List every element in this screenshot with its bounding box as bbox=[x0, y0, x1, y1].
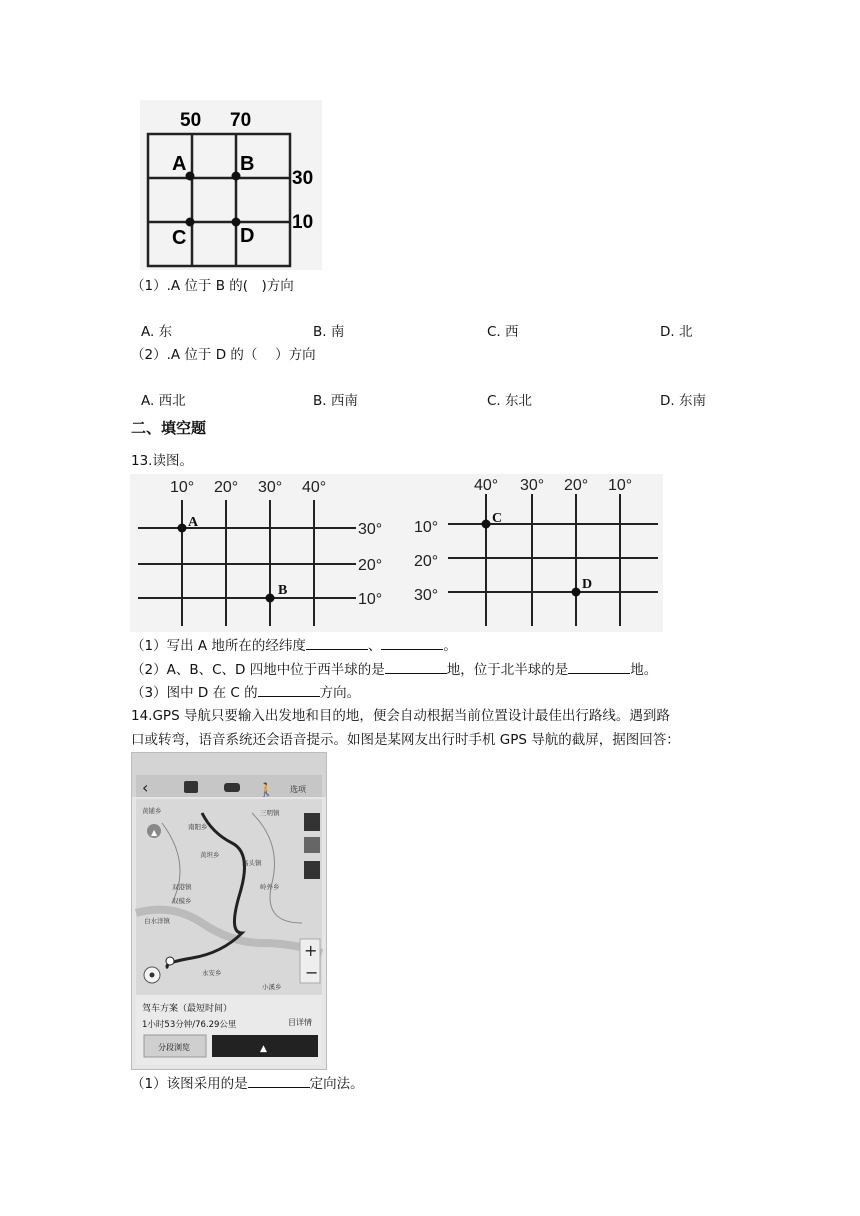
map-place-label: 高头镇 bbox=[242, 859, 262, 867]
subquestion-2 bbox=[131, 661, 657, 679]
grid-right-label: 30 bbox=[292, 168, 314, 189]
map-place-label: 白水洋镇 bbox=[144, 917, 170, 925]
answer-blank[interactable] bbox=[568, 661, 630, 674]
point-c-dot bbox=[482, 520, 491, 529]
zoom-out-icon: − bbox=[305, 963, 319, 982]
question-stem: （2）.A 位于 D 的（ ）方向 bbox=[131, 347, 316, 363]
question-text: 地。 bbox=[630, 662, 658, 678]
map-place-label: 小溪乡 bbox=[262, 983, 282, 991]
map-place-label: 三明镇 bbox=[260, 809, 280, 817]
question-text: （1）该图采用的是 bbox=[131, 1076, 248, 1092]
segment-browse-label: 分段浏览 bbox=[158, 1043, 190, 1052]
grid-top-label: 50 bbox=[180, 110, 202, 131]
point-d-label: D bbox=[582, 577, 593, 592]
latitude-label: 10° bbox=[358, 591, 383, 608]
latitude-label: 30° bbox=[358, 521, 383, 538]
longitude-label: 10° bbox=[608, 477, 633, 494]
longitude-label: 40° bbox=[302, 479, 327, 496]
car-icon bbox=[224, 783, 240, 792]
map-place-label: 双模乡 bbox=[172, 897, 192, 905]
map-place-label: 永安乡 bbox=[202, 969, 222, 977]
option-c[interactable]: C. 西 bbox=[487, 324, 519, 340]
separator: 、 bbox=[367, 638, 382, 654]
longitude-label: 20° bbox=[214, 479, 239, 496]
point-d-dot bbox=[572, 588, 581, 597]
grid-top-label: 70 bbox=[230, 110, 252, 131]
map-place-label: 双港镇 bbox=[172, 883, 192, 891]
option-a[interactable]: A. 东 bbox=[141, 324, 173, 340]
option-d[interactable]: D. 东南 bbox=[660, 393, 706, 409]
question-text: （3）图中 D 在 C 的 bbox=[131, 685, 258, 701]
point-c-dot bbox=[186, 218, 195, 227]
question-text: （2）A、B、C、D 四地中位于西半球的是 bbox=[131, 662, 385, 678]
walk-icon: 🚶 bbox=[258, 783, 275, 798]
longitude-label: 40° bbox=[474, 477, 499, 494]
latlon-figure-svg bbox=[130, 474, 663, 632]
point-d-label: D bbox=[240, 225, 255, 247]
longitude-label: 30° bbox=[520, 477, 545, 494]
question-text: 。 bbox=[443, 638, 457, 654]
options-tab: 选项 bbox=[290, 785, 306, 794]
point-a-label: A bbox=[172, 153, 187, 175]
section-title: 二、填空题 bbox=[131, 419, 207, 437]
map-place-label: 黄铺乡 bbox=[142, 807, 162, 815]
bus-icon bbox=[184, 781, 198, 793]
point-a-dot bbox=[178, 524, 187, 533]
latlon-figure bbox=[130, 474, 663, 632]
subquestion-3 bbox=[131, 684, 360, 702]
question-text: 定向法。 bbox=[309, 1076, 364, 1092]
question-text: 方向。 bbox=[319, 685, 361, 701]
question-paragraph: 14.GPS 导航只要输入出发地和目的地，便会自动根据当前位置设计最佳出行路线。遇到路 bbox=[131, 708, 670, 724]
map-place-label: 黄坦乡 bbox=[200, 851, 220, 859]
option-b[interactable]: B. 西南 bbox=[313, 393, 358, 409]
option-d[interactable]: D. 北 bbox=[660, 324, 693, 340]
route-plan-title: 驾车方案（最短时间） bbox=[142, 1004, 233, 1014]
layer-icon bbox=[304, 813, 320, 831]
question-text: （1）写出 A 地所在的经纬度 bbox=[131, 638, 306, 654]
answer-blank[interactable] bbox=[258, 684, 320, 697]
phone-screenshot bbox=[131, 752, 327, 1070]
phone-screenshot-svg bbox=[132, 753, 326, 1069]
subquestion-1 bbox=[131, 1075, 364, 1093]
answer-blank[interactable] bbox=[385, 661, 447, 674]
subquestion-1 bbox=[131, 637, 457, 655]
latitude-label: 30° bbox=[414, 587, 439, 604]
point-a-dot bbox=[186, 172, 195, 181]
longitude-label: 30° bbox=[258, 479, 283, 496]
option-c[interactable]: C. 东北 bbox=[487, 393, 533, 409]
latitude-label: 20° bbox=[414, 553, 439, 570]
point-a-label: A bbox=[188, 515, 199, 530]
longitude-label: 20° bbox=[564, 477, 589, 494]
point-b-label: B bbox=[240, 153, 255, 175]
point-b-dot bbox=[266, 594, 275, 603]
answer-blank[interactable] bbox=[306, 637, 368, 650]
question-text: 地，位于北半球的是 bbox=[446, 662, 569, 678]
back-icon: ‹ bbox=[142, 778, 149, 797]
latitude-label: 10° bbox=[414, 519, 439, 536]
option-b[interactable]: B. 南 bbox=[313, 324, 345, 340]
point-c-label: C bbox=[492, 511, 503, 526]
answer-blank[interactable] bbox=[381, 637, 443, 650]
latitude-label: 20° bbox=[358, 557, 383, 574]
question-paragraph: 口或转弯，语音系统还会语音提示。如图是某网友出行时手机 GPS 导航的截屏，据图回答： bbox=[131, 732, 680, 748]
report-icon bbox=[304, 861, 320, 879]
point-b-label: B bbox=[278, 583, 288, 598]
point-c-label: C bbox=[172, 227, 187, 249]
map-place-label: 南阳乡 bbox=[188, 823, 208, 831]
zoom-in-icon: + bbox=[304, 941, 318, 960]
route-plan-detail: 1小时53分钟/76.29公里 bbox=[142, 1020, 237, 1030]
navigation-arrow-icon: ▲ bbox=[260, 1044, 267, 1054]
answer-blank[interactable] bbox=[248, 1075, 310, 1088]
grid-figure bbox=[140, 100, 322, 270]
grid-figure-svg bbox=[140, 100, 322, 270]
svg-text:▲: ▲ bbox=[151, 828, 158, 837]
option-a[interactable]: A. 西北 bbox=[141, 393, 186, 409]
question-title: 13.读图。 bbox=[131, 453, 193, 469]
traffic-icon bbox=[304, 837, 320, 853]
longitude-label: 10° bbox=[170, 479, 195, 496]
question-stem: （1）.A 位于 B 的( )方向 bbox=[131, 278, 294, 294]
details-link: 目详情 bbox=[288, 1018, 312, 1027]
grid-right-label: 10 bbox=[292, 212, 314, 233]
map-place-label: 岭外乡 bbox=[260, 883, 280, 891]
